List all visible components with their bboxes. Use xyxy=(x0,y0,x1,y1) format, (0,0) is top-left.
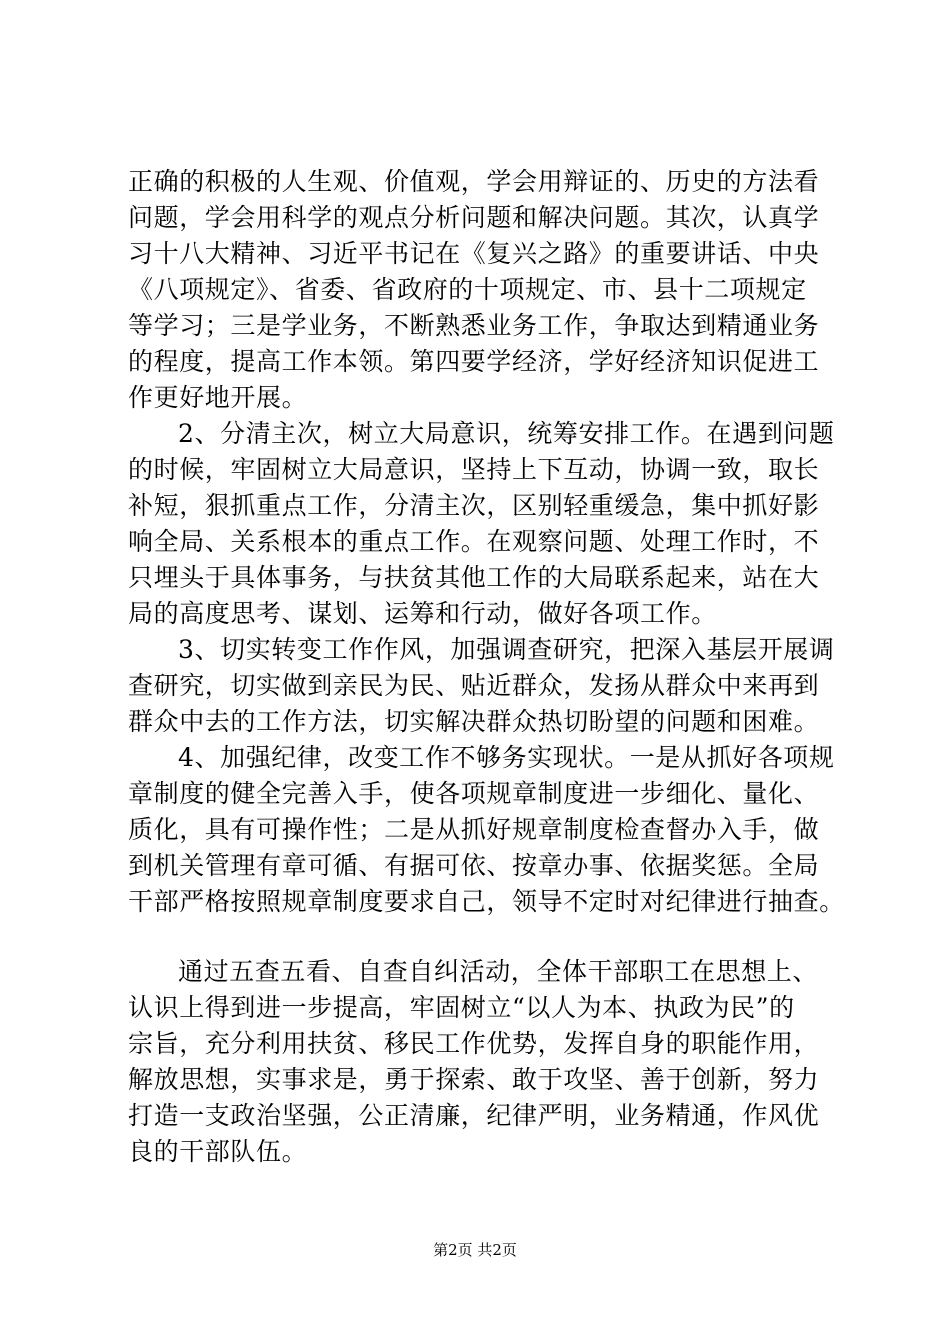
text-line: 解放思想，实事求是，勇于探索、敢于攻坚、善于创新，努力 xyxy=(128,1065,820,1094)
text-line: 章制度的健全完善入手，使各项规章制度进一步细化、量化、 xyxy=(128,779,820,808)
text-line: 《八项规定》、省委、省政府的十项规定、市、县十二项规定 xyxy=(128,275,807,304)
text-line: 的程度，提高工作本领。第四要学经济，学好经济知识促进工 xyxy=(128,347,820,376)
text-line: 3、切实转变工作作风，加强调查研究，把深入基层开展调 xyxy=(178,635,835,664)
text-line: 作更好地开展。 xyxy=(128,383,308,412)
paragraph-3 xyxy=(128,632,835,740)
text-line: 正确的积极的人生观、价值观，学会用辩证的、历史的方法看 xyxy=(128,167,820,196)
text-line: 补短，狠抓重点工作，分清主次，区别轻重缓急，集中抓好影 xyxy=(128,491,820,520)
text-line: 等学习；三是学业务，不断熟悉业务工作，争取达到精通业务 xyxy=(128,311,820,340)
text-line: 宗旨，充分利用扶贫、移民工作优势，发挥自身的职能作用， xyxy=(128,1029,820,1058)
text-line: 到机关管理有章可循、有据可依、按章办事、依据奖惩。全局 xyxy=(128,851,820,880)
text-line: 认识上得到进一步提高，牢固树立“以人为本、执政为民”的 xyxy=(128,993,795,1022)
text-line: 局的高度思考、谋划、运筹和行动，做好各项工作。 xyxy=(128,599,717,628)
page-footer xyxy=(0,1240,950,1260)
text-line: 习十八大精神、习近平书记在《复兴之路》的重要讲话、中央 xyxy=(128,239,820,268)
text-line: 只埋头于具体事务，与扶贫其他工作的大局联系起来，站在大 xyxy=(128,563,820,592)
text-line: 响全局、关系根本的重点工作。在观察问题、处理工作时，不 xyxy=(128,527,820,556)
text-line: 问题，学会用科学的观点分析问题和解决问题。其次，认真学 xyxy=(128,203,820,232)
paragraph-1 xyxy=(128,164,828,416)
paragraph-4 xyxy=(128,740,845,920)
page-number-label: 第2页 共2页 xyxy=(433,1241,517,1259)
text-line: 查研究，切实做到亲民为民、贴近群众，发扬从群众中来再到 xyxy=(128,671,820,700)
text-line: 4、加强纪律，改变工作不够务实现状。一是从抓好各项规 xyxy=(178,743,835,772)
text-line: 通过五查五看、自查自纠活动，全体干部职工在思想上、 xyxy=(178,957,819,986)
text-line: 群众中去的工作方法，切实解决群众热切盼望的问题和困难。 xyxy=(128,707,820,736)
text-line: 良的干部队伍。 xyxy=(128,1137,308,1166)
text-line: 打造一支政治坚强，公正清廉，纪律严明，业务精通，作风优 xyxy=(128,1101,820,1130)
paragraph-spacer xyxy=(128,920,828,954)
text-line: 2、分清主次，树立大局意识，统筹安排工作。在遇到问题 xyxy=(178,419,835,448)
text-line: 的时候，牢固树立大局意识，坚持上下互动，协调一致，取长 xyxy=(128,455,820,484)
paragraph-2 xyxy=(128,416,835,632)
document-body xyxy=(128,164,845,1170)
text-line: 干部严格按照规章制度要求自己，领导不定时对纪律进行抽查。 xyxy=(128,887,845,916)
paragraph-5 xyxy=(128,954,828,1170)
text-line: 质化，具有可操作性；二是从抓好规章制度检查督办入手，做 xyxy=(128,815,820,844)
